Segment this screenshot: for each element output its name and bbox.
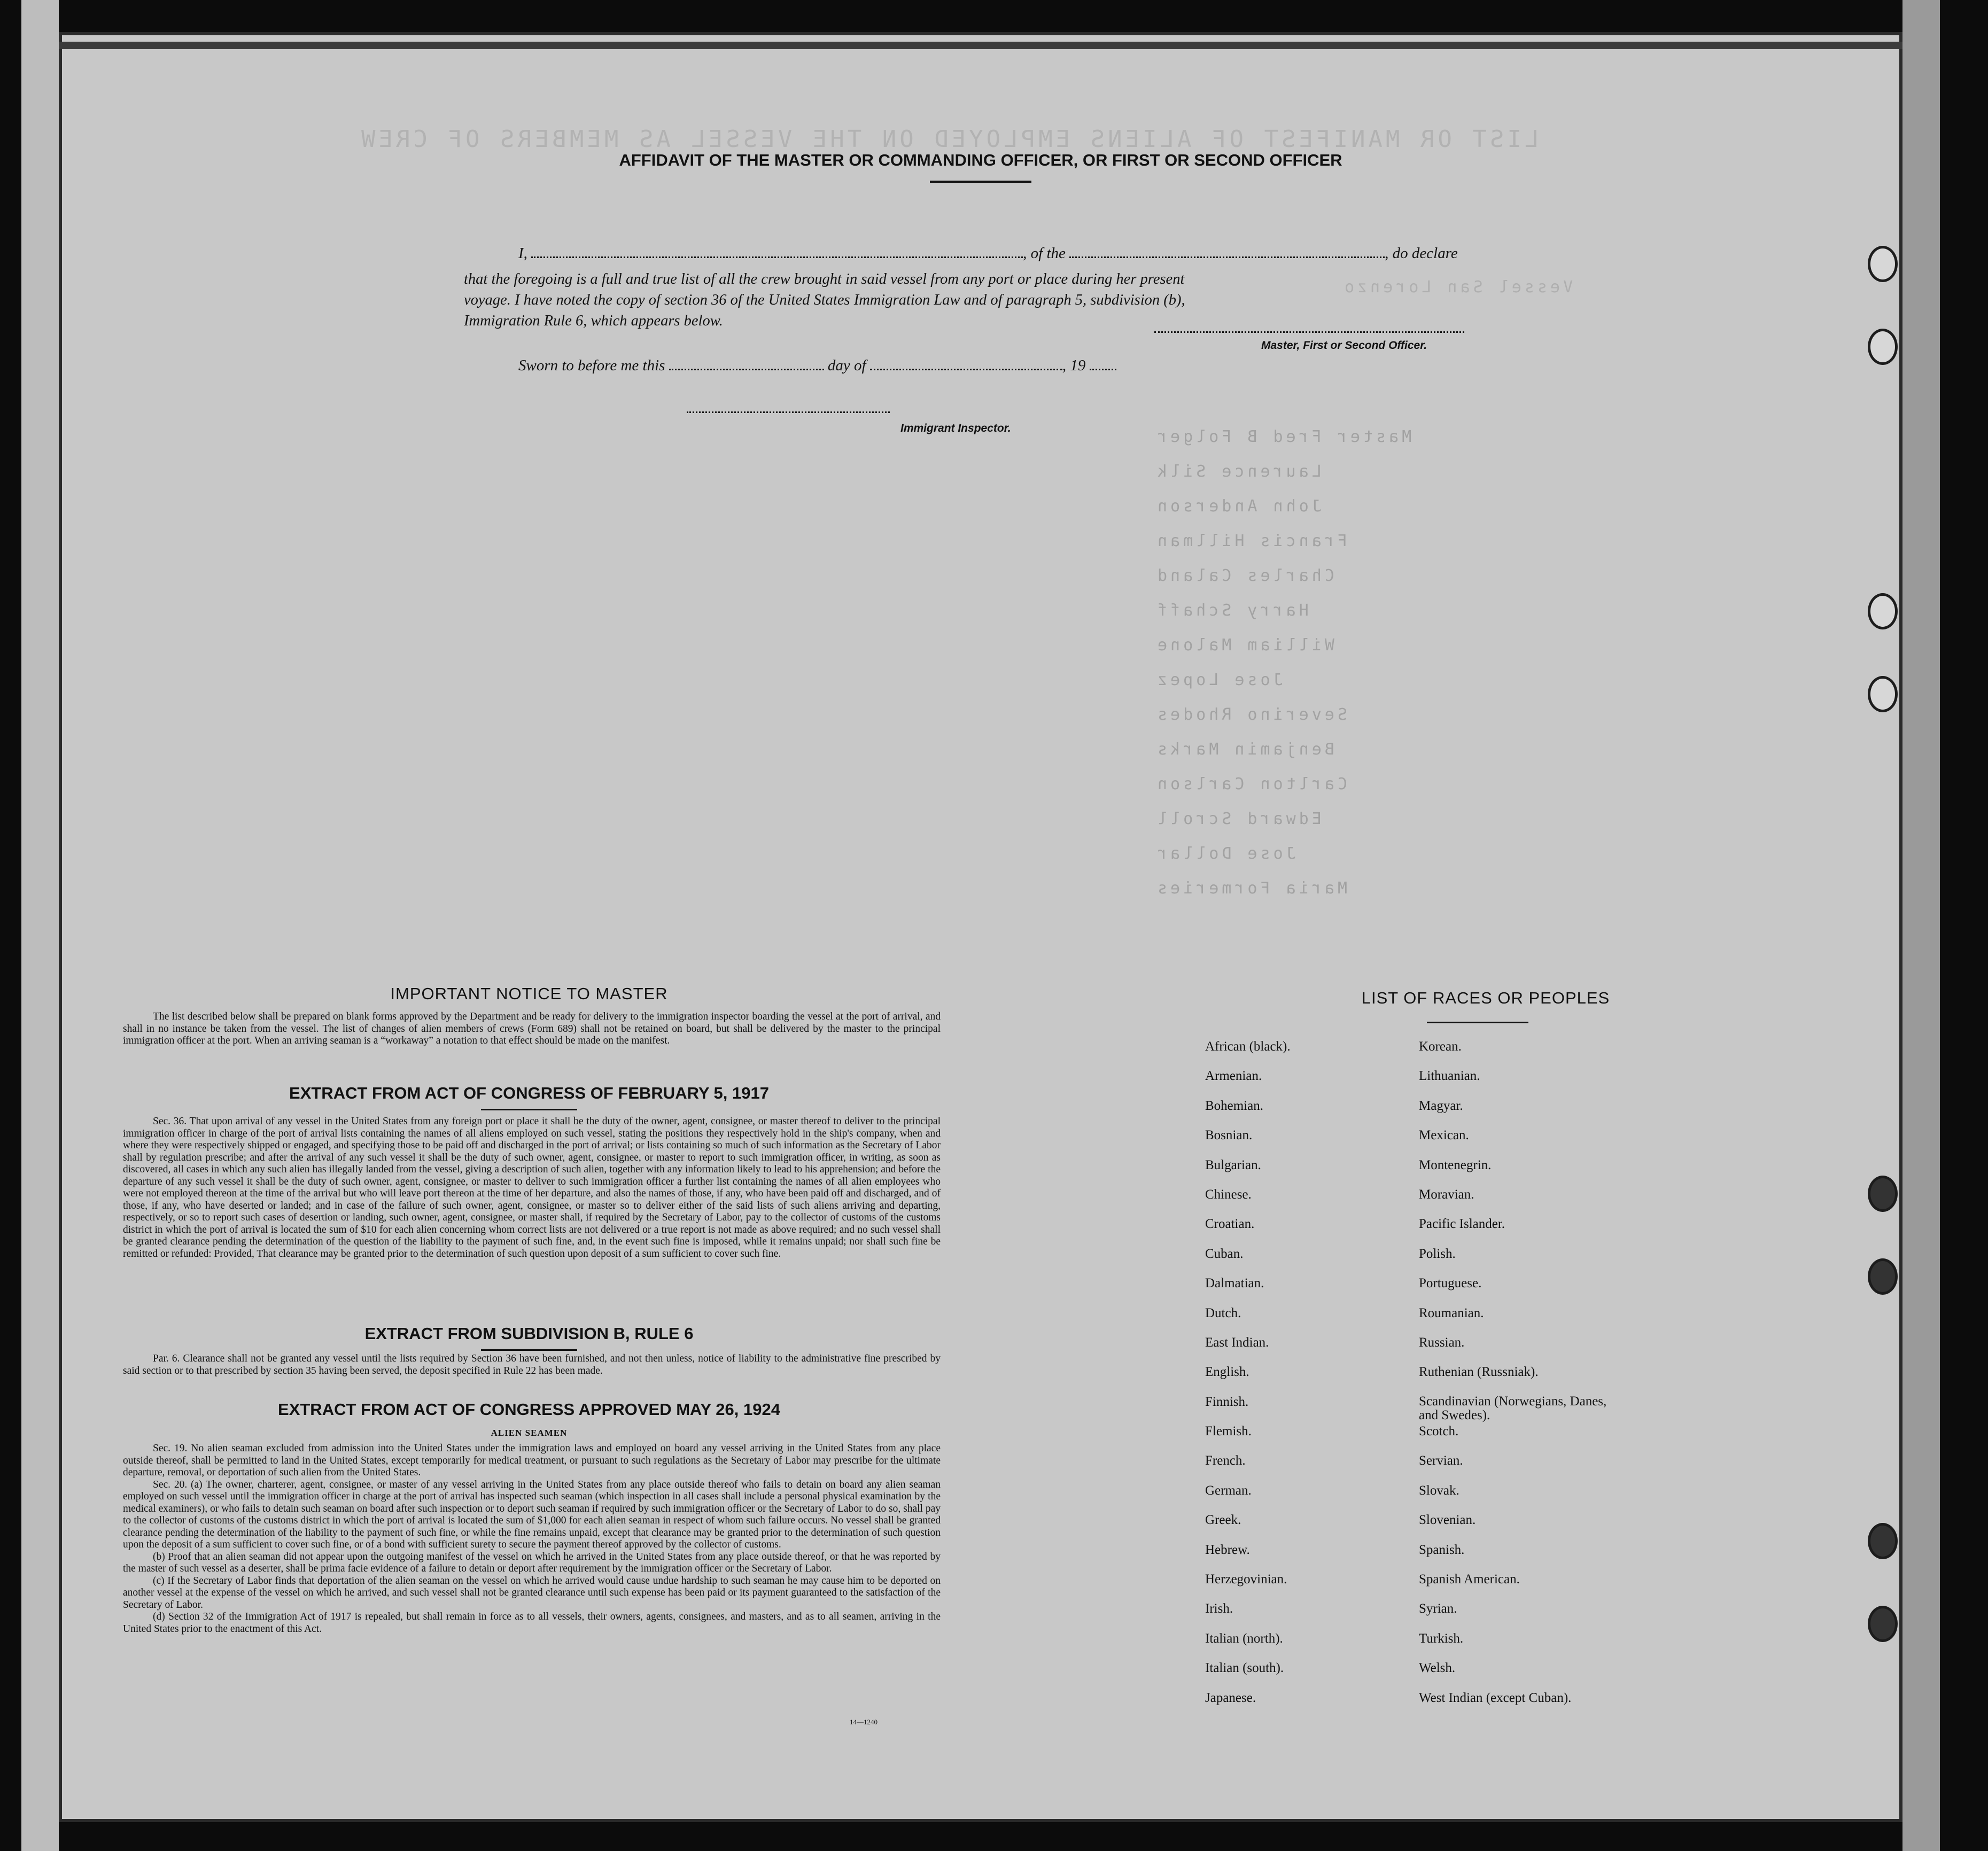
race-item: Mexican. <box>1419 1128 1469 1143</box>
section-20a: Sec. 20. (a) The owner, charterer, agent, consignee, or master of any vessel arriving in the United States from any place outside thereof who fails to detain on board any alien seaman employed on such vessel until the immigration officer in charge at the port of arrival has inspected such seaman (which inspection in all cases shall include a personal physical examination by the medical examiners), or who fails to detain such seaman on board after such inspection or to deport such seaman if required by such immigration officer or the Secretary of Labor to do so, shall pay to the collector of customs of the customs district in which the port of arrival is located the sum of $1,000 for each alien seaman in respect of whom such failure occurs. No vessel shall be granted clearance pending the determination of the liability to the payment of such fine, or while the fine remains unpaid, except that clearance may be granted prior to the determination of such question upon the deposit of a sum sufficient to cover such fine, or of a bond with sufficient surety to secure the payment thereof approved by the collector of customs. <box>123 1479 941 1550</box>
ghost-row: Carlton Carlson <box>1154 775 1347 794</box>
race-item: Greek. <box>1205 1513 1241 1528</box>
form-number: 14—1240 <box>850 1718 877 1726</box>
race-item: Flemish. <box>1205 1424 1252 1439</box>
ghost-vessel: Vessel San Lorenzo <box>1341 278 1573 297</box>
extract-1917-text <box>123 1116 941 1260</box>
binder-hole-8 <box>1868 1606 1898 1642</box>
race-item: Bosnian. <box>1205 1128 1253 1143</box>
rule6-text <box>123 1353 941 1377</box>
race-item: Japanese. <box>1205 1690 1256 1705</box>
sworn-month-field[interactable] <box>870 369 1062 370</box>
paragraph-6: Par. 6. Clearance shall not be granted any vessel until the lists required by Section 36 have been furnished, and not then unless, notice of liability to the administrative fine prescribed by said section or to that prescribed by section 35 having been served, the deposit specified in Rule 22 has been made. <box>123 1353 941 1376</box>
manifest-page <box>59 32 1902 1822</box>
race-item: Bohemian. <box>1205 1098 1264 1113</box>
ghost-row: Edward Scroll <box>1154 810 1322 828</box>
race-item: Dutch. <box>1205 1305 1241 1320</box>
race-item: Italian (south). <box>1205 1661 1284 1676</box>
extract-1924-title: EXTRACT FROM ACT OF CONGRESS APPROVED MAY 26, 1924 <box>278 1400 780 1419</box>
race-item: Slovak. <box>1419 1483 1459 1498</box>
race-item: English. <box>1205 1365 1249 1380</box>
race-item: Slovenian. <box>1419 1513 1476 1528</box>
inspector-label: Immigrant Inspector. <box>900 422 1011 434</box>
race-item: Bulgarian. <box>1205 1157 1261 1172</box>
master-name-field[interactable] <box>531 256 1023 258</box>
binder-hole-3 <box>1868 593 1898 629</box>
ghost-row: Severino Rhodes <box>1154 705 1347 724</box>
affidavit-i: I, <box>518 245 527 262</box>
binder-hole-2 <box>1868 329 1898 365</box>
notice-text <box>123 1011 941 1047</box>
inspector-signature-field[interactable] <box>687 411 890 413</box>
extract-1924-text <box>123 1443 941 1635</box>
section-19: Sec. 19. No alien seaman excluded from admission into the United States under the immigration laws and employed on board any vessel arriving in the United States from any place outside thereof, shall be permitted to land in the United States, except temporarily for medical treatment, or pursuant to such regulations as the Secretary of Labor may prescribe for the ultimate departure, removal, or deportation of such alien from the United States. <box>123 1443 941 1478</box>
ghost-header: LIST OR MANIFEST OF ALIENS EMPLOYED ON THE VESSEL AS MEMBERS OF CREW <box>358 126 1539 153</box>
section-20c: (c) If the Secretary of Labor finds that deportation of the alien seaman on the vessel on which he arrived would cause undue hardship to such seaman he may cause him to be deported on another vessel at the expense of the vessel on which he arrived, and such vessel shall not be granted clearance until such expense has been paid or its payment guaranteed to the satisfaction of the Secretary of Labor. <box>123 1575 941 1611</box>
race-item: Roumanian. <box>1419 1305 1484 1320</box>
affidavit-of-the: , of the <box>1023 245 1066 262</box>
race-item: Herzegovinian. <box>1205 1572 1287 1587</box>
declaration-line-1: that the foregoing is a full and true list of all the crew brought in said vessel from any port or place during her present <box>464 271 1185 287</box>
race-item: Chinese. <box>1205 1187 1252 1202</box>
binder-hole-1 <box>1868 246 1898 282</box>
race-item <box>1419 1395 1611 1424</box>
race-item: Italian (north). <box>1205 1631 1283 1646</box>
races-title: LIST OF RACES OR PEOPLES <box>1361 989 1610 1007</box>
race-item: Welsh. <box>1419 1661 1456 1676</box>
race-item: Cuban. <box>1205 1246 1244 1261</box>
declaration-line-3: Immigration Rule 6, which appears below. <box>464 313 723 329</box>
ghost-row: Francis Hillman <box>1154 532 1347 550</box>
races-rule <box>1427 1022 1528 1023</box>
race-item: West Indian (except Cuban). <box>1419 1690 1572 1705</box>
race-item: Portuguese. <box>1419 1276 1482 1291</box>
extract-1917-title: EXTRACT FROM ACT OF CONGRESS OF FEBRUARY 5, 1917 <box>289 1084 769 1102</box>
binder-hole-5 <box>1868 1176 1898 1212</box>
sworn-year-field[interactable] <box>1090 369 1116 370</box>
affidavit-line-1 <box>518 245 1458 262</box>
rule6-title: EXTRACT FROM SUBDIVISION B, RULE 6 <box>364 1324 694 1343</box>
race-item: East Indian. <box>1205 1335 1269 1350</box>
binder-hole-6 <box>1868 1258 1898 1295</box>
master-signature-label: Master, First or Second Officer. <box>1261 339 1427 352</box>
affidavit-do-declare: , do declare <box>1385 245 1458 262</box>
race-item-scandinavian: Scandinavian (Norwegians, Danes, and Swedes). <box>1419 1394 1607 1422</box>
ghost-row: Jose Dollar <box>1154 844 1296 863</box>
rule6-rule <box>481 1349 577 1351</box>
scan-margin-right <box>1902 0 1940 1851</box>
race-item: French. <box>1205 1453 1246 1468</box>
sworn-day-label: day of <box>827 357 866 374</box>
race-item: Polish. <box>1419 1246 1456 1261</box>
race-item: Korean. <box>1419 1039 1462 1054</box>
affidavit-rule <box>930 181 1031 183</box>
race-item: Magyar. <box>1419 1098 1463 1113</box>
vessel-name-field[interactable] <box>1069 256 1385 258</box>
race-item: Syrian. <box>1419 1601 1457 1616</box>
race-item: Hebrew. <box>1205 1542 1250 1557</box>
race-item: Lithuanian. <box>1419 1069 1480 1084</box>
race-item: Montenegrin. <box>1419 1157 1492 1172</box>
top-border <box>59 42 1902 49</box>
affidavit-title: AFFIDAVIT OF THE MASTER OR COMMANDING OFFICER, OR FIRST OR SECOND OFFICER <box>619 151 1342 169</box>
ghost-row: Maria Formeries <box>1154 879 1347 898</box>
race-item: Spanish. <box>1419 1542 1465 1557</box>
race-item: African (black). <box>1205 1039 1291 1054</box>
alien-seamen-subtitle: ALIEN SEAMEN <box>491 1428 568 1438</box>
race-item: Pacific Islander. <box>1419 1217 1505 1232</box>
notice-title: IMPORTANT NOTICE TO MASTER <box>390 984 668 1003</box>
extract-1917-rule <box>481 1109 577 1110</box>
race-item: German. <box>1205 1483 1252 1498</box>
notice-paragraph: The list described below shall be prepared on blank forms approved by the Department and be ready for delivery to the immigration inspector boarding the vessel at the port of arrival, and shall in no instance be taken from the vessel. The list of changes of alien members of crews (Form 689) shall not be retained on board, but shall be delivered by the master to the principal immigration officer at the port. When an arriving seaman is a “workaway” a notation to that effect should be made on the manifest. <box>123 1011 941 1046</box>
race-item: Irish. <box>1205 1601 1233 1616</box>
ghost-row: Master Fred B Folger <box>1154 427 1412 446</box>
ghost-row: Laurence Silk <box>1154 462 1322 481</box>
section-20d: (d) Section 32 of the Immigration Act of 1917 is repealed, but shall remain in force as to all vessels, their owners, agents, consignees, and masters, and as to all seamen, arriving in the United States prior to the enactment of this Act. <box>123 1611 941 1635</box>
race-item: Moravian. <box>1419 1187 1474 1202</box>
section-20b: (b) Proof that an alien seaman did not appear upon the outgoing manifest of the vessel on which he arrived in the United States from any place outside thereof, or that he was reported by the master of such vessel as a deserter, shall be prima facie evidence of a failure to detain or deport after requirement by the immigration officer or the Secretary of Labor. <box>123 1551 941 1574</box>
race-item: Servian. <box>1419 1453 1463 1468</box>
sworn-day-field[interactable] <box>669 369 824 370</box>
race-item: Dalmatian. <box>1205 1276 1264 1291</box>
race-item: Russian. <box>1419 1335 1465 1350</box>
races-column-right <box>1419 1039 1611 1720</box>
race-item: Scotch. <box>1419 1424 1459 1439</box>
race-item: Spanish American. <box>1419 1572 1520 1587</box>
scan-margin-left <box>21 0 59 1851</box>
ghost-row: Charles Caland <box>1154 566 1334 585</box>
ghost-row: Jose Lopez <box>1154 671 1283 689</box>
sworn-line <box>518 357 1116 375</box>
sworn-year-label: , 19 <box>1062 357 1086 374</box>
section-36: Sec. 36. That upon arrival of any vessel in the United States from any foreign port or place it shall be the duty of the owner, agent, consignee, or master thereof to deliver to the principal immigration officer in charge of the port of arrival lists containing the names of all aliens employed on such vessel, stating the positions they respectively hold in the ship's company, when and where they were respectively shipped or engaged, and specifying those to be paid off and discharged in the port of arrival; or lists containing so much of such information as the Secretary of Labor shall by regulation prescribe; and after the arrival of any such vessel it shall be the duty of such owner, agent, consignee, or master to report to such immigration officer, in writing, as soon as discovered, all cases in which any such alien has illegally landed from the vessel, giving a description of such alien, together with any information likely to lead to his apprehension; and before the departure of any such vessel it shall be the duty of such owner, agent, consignee, or master to deliver to such immigration officer a further list containing the names of all alien employees who were not employed thereon at the time of the arrival but who will leave port thereon at the time of her departure, and also the names of those, if any, who have been paid off and discharged, and of those, if any, who have deserted or landed; and in case of the failure of such owner, agent, consignee, or master so to deliver either of the said lists of such aliens arriving and departing, respectively, or so to report such cases of desertion or landing, such owner, agent, consignee, or master shall, if required by the Secretary of Labor, pay to the collector of customs of the customs district in which the port of arrival is located the sum of $10 for each alien concerning whom correct lists are not delivered or a true report is not made as above required; and no such vessel shall be granted clearance pending the determination of the question of the liability to the payment of such fine, and, in the event such fine is imposed, while it remains unpaid; nor shall such fine be remitted or refunded: Provided, That clearance may be granted prior to the determination of such question upon deposit of a sum sufficient to cover such fine. <box>123 1116 941 1259</box>
binder-hole-4 <box>1868 676 1898 712</box>
declaration-line-2: voyage. I have noted the copy of section 36 of the United States Immigration Law and of paragraph 5, subdivision (b), <box>464 292 1185 308</box>
race-item: Finnish. <box>1205 1394 1249 1409</box>
sworn-prefix: Sworn to before me this <box>518 357 665 374</box>
race-item: Croatian. <box>1205 1217 1255 1232</box>
race-item: Ruthenian (Russniak). <box>1419 1365 1539 1380</box>
ghost-row: Harry Schaff <box>1154 601 1309 620</box>
races-column-left <box>1205 1039 1291 1720</box>
ghost-row: William Malone <box>1154 636 1334 655</box>
race-item: Turkish. <box>1419 1631 1464 1646</box>
master-signature-field[interactable] <box>1154 331 1464 333</box>
binder-hole-7 <box>1868 1523 1898 1559</box>
race-item: Armenian. <box>1205 1069 1262 1084</box>
ghost-row: John Anderson <box>1154 497 1322 516</box>
ghost-row: Benjamin Marks <box>1154 740 1334 759</box>
